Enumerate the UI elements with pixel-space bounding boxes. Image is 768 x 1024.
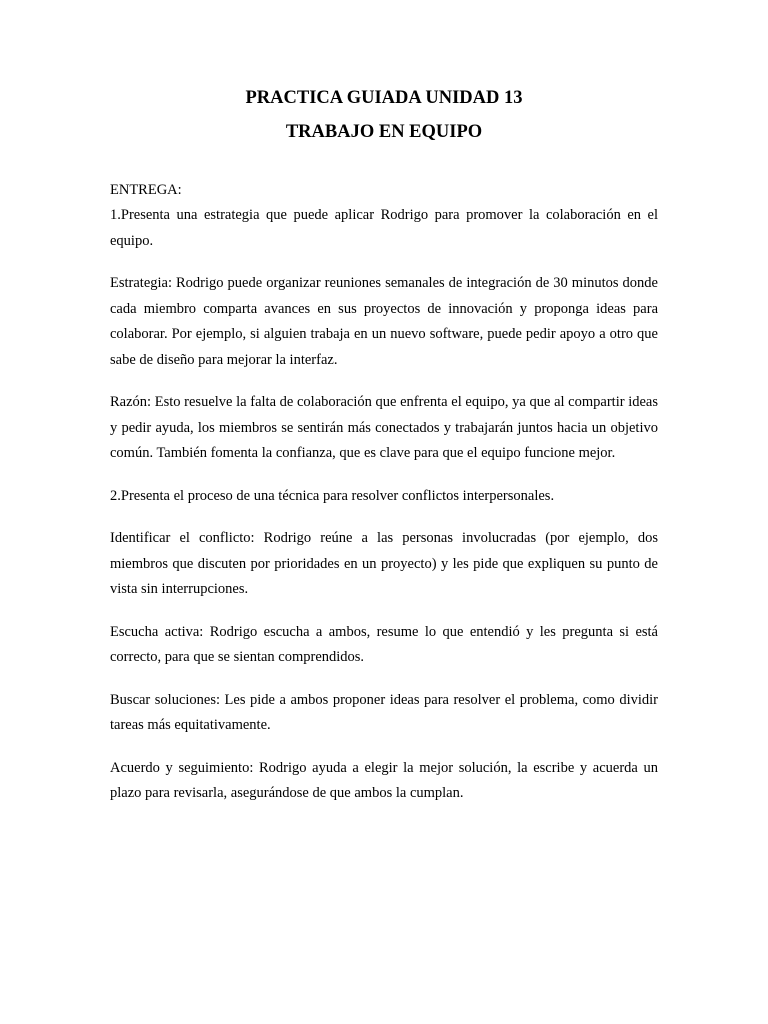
document-title: PRACTICA GUIADA UNIDAD 13 bbox=[245, 88, 523, 108]
buscar-paragraph: Buscar soluciones: Les pide a ambos proponer ideas para resolver el problema, como dividir tareas más equitativamente. bbox=[110, 691, 658, 733]
document-subtitle: TRABAJO EN EQUIPO bbox=[285, 122, 483, 142]
question-1: 1.Presenta una estrategia que puede aplicar Rodrigo para promover la colaboración en el equipo. bbox=[110, 207, 658, 249]
razon-paragraph: Razón: Esto resuelve la falta de colaboración que enfrenta el equipo, ya que al compartir ideas y pedir ayuda, los miembros se sentirán más conectados y trabajarán juntos hacia un objetivo común. También fomenta la confianza, que es clave para que el equipo funcione mejor. bbox=[110, 394, 658, 461]
document-page bbox=[110, 84, 658, 807]
question-2: 2.Presenta el proceso de una técnica para resolver conflictos interpersonales. bbox=[110, 487, 555, 504]
escucha-paragraph: Escucha activa: Rodrigo escucha a ambos, resume lo que entendió y les pregunta si está correcto, para que se sientan comprendidos. bbox=[110, 623, 658, 665]
identificar-paragraph: Identificar el conflicto: Rodrigo reúne a las personas involucradas (por ejemplo, dos miembros que discuten por prioridades en un proyecto) y les pide que expliquen su punto de vista sin interrupciones. bbox=[110, 530, 658, 597]
entrega-label: ENTREGA: bbox=[110, 182, 182, 198]
estrategia-paragraph: Estrategia: Rodrigo puede organizar reuniones semanales de integración de 30 minutos donde cada miembro comparta avances en sus proyectos de innovación y proponga ideas para colaborar. Por ejemplo, si alguien trabaja en un nuevo software, puede pedir apoyo a otro que sabe de diseño para mejorar la interfaz. bbox=[110, 275, 658, 368]
acuerdo-paragraph: Acuerdo y seguimiento: Rodrigo ayuda a elegir la mejor solución, la escribe y acuerda un plazo para revisarla, asegurándose de que ambos la cumplan. bbox=[110, 759, 658, 801]
